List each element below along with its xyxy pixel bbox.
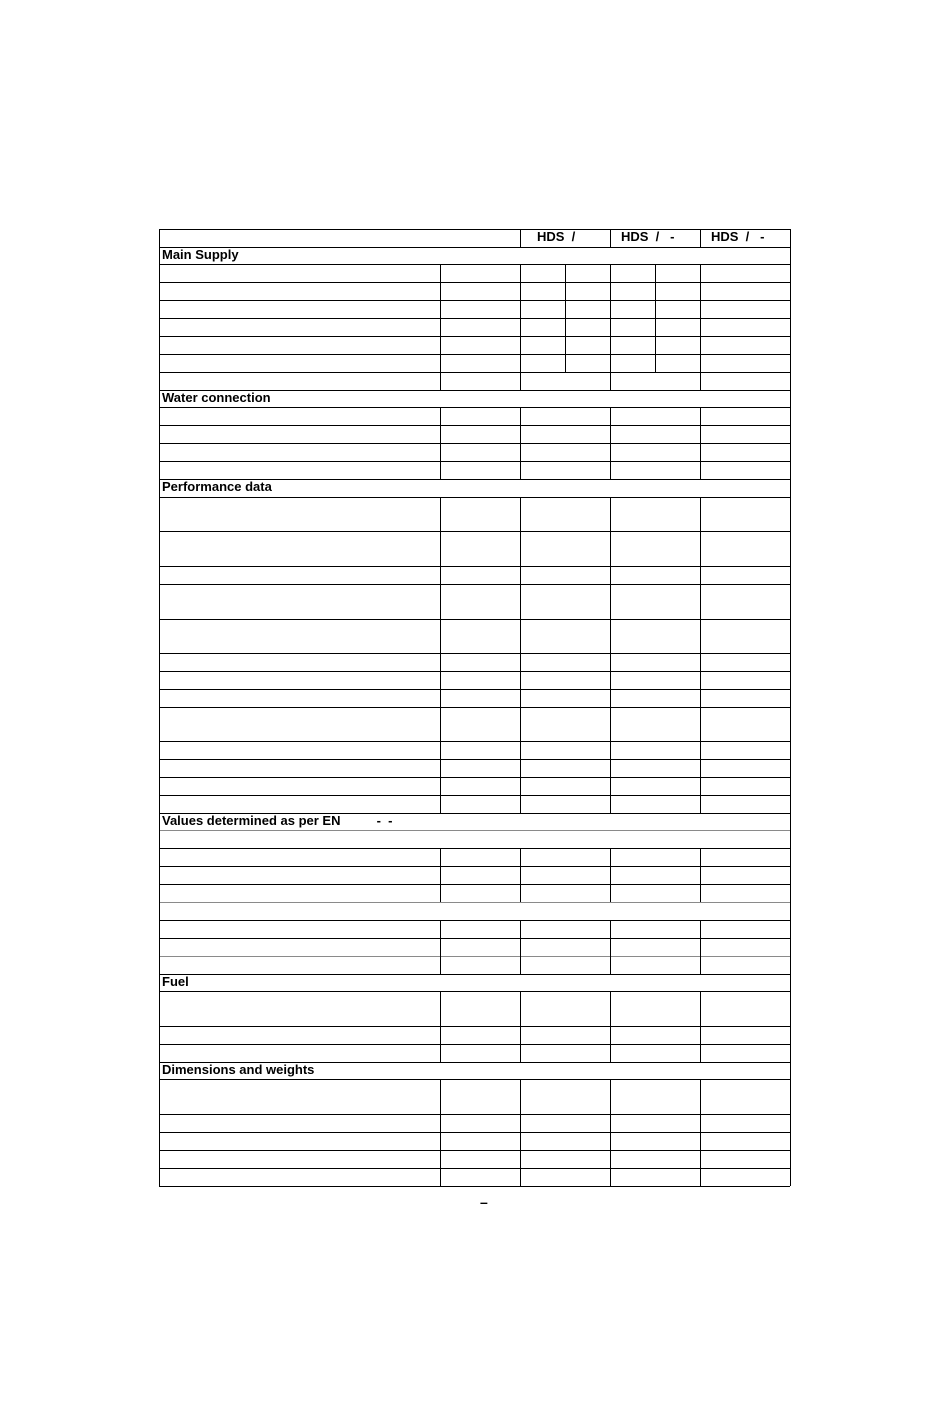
table-column-rule [520, 229, 521, 247]
table-column-rule [520, 407, 521, 479]
table-rule [159, 566, 790, 567]
section-heading-water-connection: Water connection [162, 390, 271, 405]
table-rule [159, 1168, 790, 1169]
table-rule [159, 1114, 790, 1115]
table-rule [159, 247, 790, 248]
table-column-rule [700, 229, 701, 247]
table-rule [159, 619, 790, 620]
table-rule [159, 407, 790, 408]
table-rule [159, 443, 790, 444]
table-rule [159, 884, 790, 885]
table-rule [159, 318, 790, 319]
table-column-rule [520, 991, 521, 1062]
table-column-rule [610, 229, 611, 247]
page-number: – [480, 1194, 488, 1210]
section-heading-dimensions-weights: Dimensions and weights [162, 1062, 315, 1077]
table-rule [159, 974, 790, 975]
section-heading-fuel: Fuel [162, 974, 189, 989]
table-column-rule [610, 497, 611, 813]
table-rule [159, 1132, 790, 1133]
section-heading-performance-data: Performance data [162, 479, 272, 494]
table-column-rule [700, 848, 701, 902]
table-column-rule [700, 497, 701, 813]
table-rule [159, 1044, 790, 1045]
table-rule [159, 531, 790, 532]
column-header-model-1: HDS / [537, 229, 576, 244]
table-column-rule [610, 407, 611, 479]
table-rule [159, 689, 790, 690]
table-column-rule [565, 264, 566, 372]
table-rule [159, 920, 790, 921]
table-column-rule [440, 497, 441, 813]
table-rule [159, 741, 790, 742]
table-rule [159, 830, 790, 831]
table-column-rule [700, 407, 701, 479]
table-column-rule [610, 264, 611, 390]
column-header-model-3: HDS / - [711, 229, 765, 244]
table-rule [159, 1186, 790, 1187]
section-heading-en-values: Values determined as per EN - - [162, 813, 393, 828]
table-rule [159, 848, 790, 849]
table-column-rule [700, 264, 701, 390]
table-rule [159, 336, 790, 337]
table-rule [159, 1026, 790, 1027]
table-column-rule [700, 991, 701, 1062]
table-rule [159, 938, 790, 939]
column-header-model-2: HDS / - [621, 229, 675, 244]
table-column-rule [790, 229, 791, 1186]
table-column-rule [610, 920, 611, 974]
table-column-rule [440, 991, 441, 1062]
table-rule [159, 584, 790, 585]
table-column-rule [520, 264, 521, 390]
table-column-rule [520, 920, 521, 974]
table-rule [159, 497, 790, 498]
table-column-rule [520, 497, 521, 813]
table-rule [159, 1150, 790, 1151]
table-column-rule [610, 1079, 611, 1186]
section-heading-main-supply: Main Supply [162, 247, 239, 262]
table-column-rule [440, 407, 441, 479]
table-rule [159, 653, 790, 654]
table-rule [159, 707, 790, 708]
table-rule [159, 354, 790, 355]
table-rule [159, 300, 790, 301]
table-rule [159, 759, 790, 760]
table-column-rule [610, 991, 611, 1062]
table-column-rule [159, 229, 160, 1186]
table-rule [159, 991, 790, 992]
table-column-rule [520, 848, 521, 902]
table-column-rule [700, 1079, 701, 1186]
table-rule [159, 372, 790, 373]
table-rule [159, 795, 790, 796]
table-rule [159, 461, 790, 462]
table-column-rule [700, 920, 701, 974]
table-rule [159, 866, 790, 867]
table-column-rule [610, 848, 611, 902]
table-column-rule [440, 1079, 441, 1186]
table-rule [159, 777, 790, 778]
table-column-rule [520, 1079, 521, 1186]
table-rule [159, 282, 790, 283]
table-rule [159, 1079, 790, 1080]
table-rule [159, 671, 790, 672]
table-rule [159, 425, 790, 426]
table-rule [159, 956, 790, 957]
table-column-rule [440, 920, 441, 974]
table-column-rule [440, 264, 441, 390]
table-rule [159, 229, 790, 230]
table-rule [159, 264, 790, 265]
table-rule [159, 902, 790, 903]
table-column-rule [440, 848, 441, 902]
table-column-rule [655, 264, 656, 372]
